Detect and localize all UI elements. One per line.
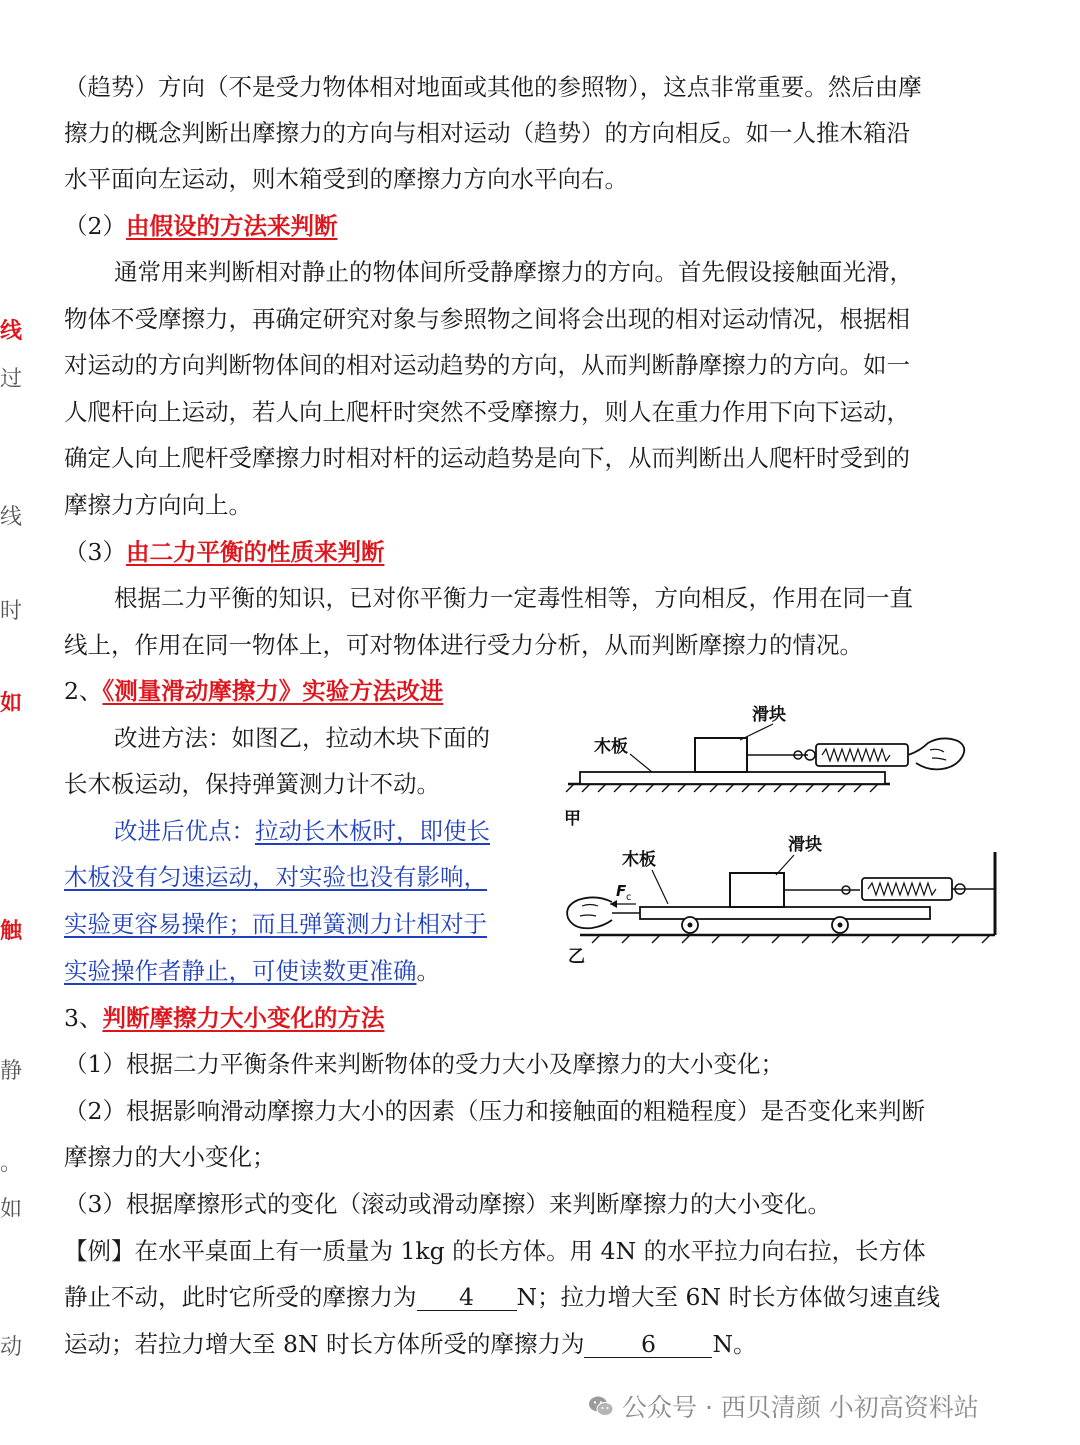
heading-title: 《测量滑动摩擦力》实验方法改进 — [102, 677, 444, 705]
paragraph-line: 摩擦力的大小变化； — [64, 1143, 276, 1171]
slider-label: 滑块 — [788, 835, 822, 855]
advantage-text: 实验更容易操作；而且弹簧测力计相对于 — [64, 910, 487, 938]
paragraph-line: 改进方法：如图乙，拉动木块下面的 — [114, 724, 490, 752]
slider-label: 滑块 — [752, 705, 786, 725]
example-line — [64, 1329, 757, 1359]
heading-title: 由二力平衡的性质来判断 — [125, 538, 385, 566]
heading-title: 由假设的方法来判断 — [125, 212, 338, 240]
advantage-text: 实验操作者静止，可使读数更准确 — [64, 957, 417, 985]
section-heading — [64, 1003, 384, 1033]
figure-jia-label: 甲 — [564, 809, 581, 829]
example-text: N；拉力增大至 6N 时长方体做匀速直线 — [516, 1283, 941, 1311]
paragraph-line: 对运动的方向判断物体间的相对运动趋势的方向，从而判断静摩擦力的方向。如一 — [64, 351, 910, 379]
paragraph-line: 人爬杆向上运动，若人向上爬杆时突然不受摩擦力，则人在重力作用下向下运动， — [64, 398, 910, 426]
section-heading — [64, 676, 443, 706]
setup-yi — [567, 834, 995, 967]
margin-fragment: 如 — [0, 690, 23, 716]
hand-icon — [567, 897, 612, 928]
period: 。 — [416, 957, 440, 985]
advantage-label: 改进后优点： — [114, 817, 255, 845]
answer-blank: 6 — [584, 1331, 712, 1358]
board-label: 木板 — [594, 737, 628, 757]
paragraph-line: 长木板运动，保持弹簧测力计不动。 — [64, 770, 440, 798]
paragraph-line: 通常用来判断相对静止的物体间所受静摩擦力的方向。首先假设接触面光滑， — [114, 258, 913, 286]
paragraph-line: 根据二力平衡的知识，已对你平衡力一定毒性相等，方向相反，作用在同一直 — [114, 584, 913, 612]
spring-scale — [862, 878, 952, 900]
long-board — [640, 907, 930, 919]
hand-icon — [908, 738, 964, 769]
margin-fragment: 线 — [0, 505, 23, 530]
margin-fragment: 触 — [0, 918, 23, 944]
paragraph-line: 擦力的概念判断出摩擦力的方向与相对运动（趋势）的方向相反。如一人推木箱沿 — [64, 119, 910, 147]
slider-block — [730, 873, 784, 907]
paragraph-line: （趋势）方向（不是受力物体相对地面或其他的参照物），这点非常重要。然后由摩 — [64, 73, 922, 101]
board-label: 木板 — [622, 850, 656, 870]
advantage-line — [64, 956, 440, 986]
example-line — [64, 1282, 940, 1312]
paragraph-line: 水平面向左运动，则木箱受到的摩擦力方向水平向右。 — [64, 165, 628, 193]
watermark-text: 公众号 · 西贝清颜 小初高资料站 — [622, 1393, 979, 1422]
advantage-text: 木板没有匀速运动，对实验也没有影响， — [64, 863, 487, 891]
heading-title: 判断摩擦力大小变化的方法 — [102, 1004, 385, 1032]
example-line: 【例】在水平桌面上有一质量为 1kg 的长方体。用 4N 的水平拉力向右拉，长方体 — [64, 1237, 926, 1265]
paragraph-line: （3）根据摩擦形式的变化（滚动或滑动摩擦）来判断摩擦力的大小变化。 — [64, 1190, 831, 1218]
advantage-text: 拉动长木板时，即使长 — [255, 817, 490, 845]
paragraph-line: 确定人向上爬杆受摩擦力时相对杆的运动趋势是向下，从而判断出人爬杆时受到的 — [64, 444, 910, 472]
force-label: F — [616, 882, 627, 900]
experiment-figure — [540, 692, 1010, 972]
paragraph-line: 线上，作用在同一物体上，可对物体进行受力分析，从而判断摩擦力的情况。 — [64, 631, 863, 659]
margin-fragment: 静 — [0, 1059, 23, 1084]
section-heading — [64, 211, 337, 241]
figure-yi-label: 乙 — [568, 947, 585, 967]
watermark — [588, 1388, 979, 1424]
example-text: 运动；若拉力增大至 8N 时长方体所受的摩擦力为 — [64, 1330, 585, 1358]
slider-block — [695, 738, 747, 772]
margin-fragment: 过 — [0, 367, 23, 392]
margin-fragment: 。 — [0, 1151, 23, 1176]
margin-fragment: 时 — [0, 599, 23, 624]
margin-fragment: 线 — [0, 318, 23, 344]
force-subscript: c — [626, 892, 632, 903]
advantage-line — [114, 816, 490, 846]
heading-number: 2、 — [64, 677, 103, 705]
wooden-board — [580, 772, 885, 784]
example-text: 静止不动，此时它所受的摩擦力为 — [64, 1283, 417, 1311]
heading-number: 3、 — [64, 1004, 103, 1032]
paragraph-line: 摩擦力方向向上。 — [64, 491, 252, 519]
paragraph-line: （1）根据二力平衡条件来判断物体的受力大小及摩擦力的大小变化； — [64, 1050, 784, 1078]
answer-blank: 4 — [417, 1284, 517, 1311]
margin-fragment: 动 — [0, 1335, 23, 1360]
paragraph-line: （2）根据影响滑动摩擦力大小的因素（压力和接触面的粗糙程度）是否变化来判断 — [64, 1097, 925, 1125]
wechat-icon — [588, 1393, 614, 1419]
example-text: N。 — [712, 1330, 757, 1358]
setup-jia — [564, 704, 964, 829]
heading-number: （3） — [64, 538, 126, 566]
section-heading — [64, 537, 384, 567]
margin-fragment: 如 — [0, 1197, 23, 1222]
heading-number: （2） — [64, 212, 126, 240]
paragraph-line: 物体不受摩擦力，再确定研究对象与参照物之间将会出现的相对运动情况，根据相 — [64, 305, 910, 333]
